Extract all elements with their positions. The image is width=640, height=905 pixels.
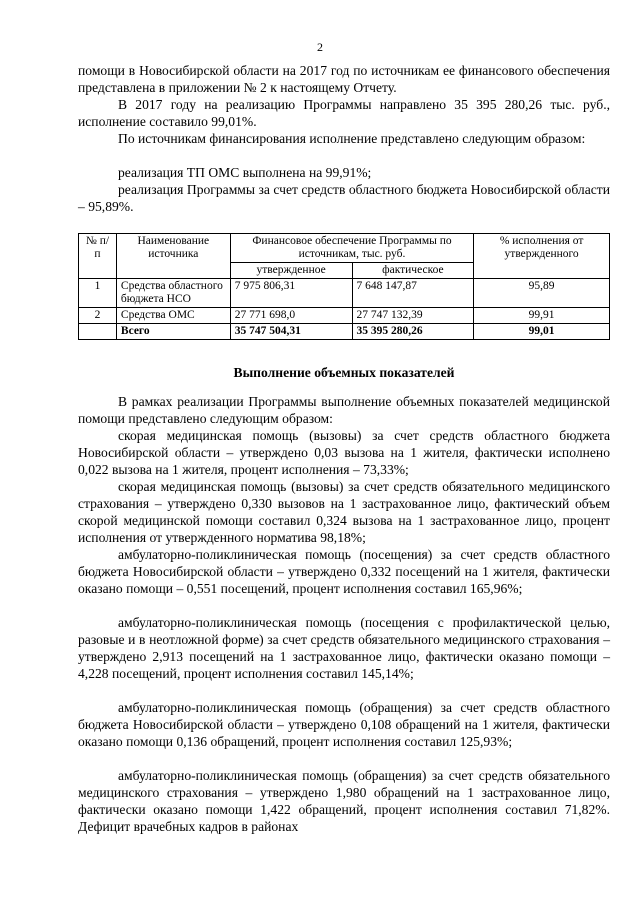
cell-total-name: Всего: [116, 324, 230, 340]
table-row: [79, 279, 610, 308]
header-financing: Финансовое обеспечение Программы по источникам, тыс. руб.: [230, 234, 474, 263]
cell-percent: 95,89: [474, 279, 610, 308]
cell-num-empty: [79, 324, 117, 340]
cell-actual: 7 648 147,87: [352, 279, 474, 308]
body-paragraph-6: амбулаторно-поликлиническая помощь (обращения) за счет средств областного бюджета Новосибирской области – утверждено 0,108 обращений на 1 жителя, фактически оказано помощи 0,136 обращений, процент исполнения составил 125,93%;: [78, 700, 610, 749]
cell-actual: 27 747 132,39: [352, 308, 474, 324]
header-num: № п/п: [79, 234, 117, 279]
body-paragraph-2: скорая медицинская помощь (вызовы) за счет средств областного бюджета Новосибирской области – утверждено 0,03 вызова на 1 жителя, фактически исполнено 0,022 вызова на 1 жителя, процент исполнения – 73,33%;: [78, 428, 610, 477]
body-paragraph-1: В рамках реализации Программы выполнение объемных показателей медицинской помощи представлено следующим образом:: [78, 394, 610, 426]
financing-table: [78, 233, 610, 340]
body-paragraph-7: амбулаторно-поликлиническая помощь (обращения) за счет средств обязательного медицинского страхования – утверждено 1,980 обращений на 1 застрахованное лицо, фактически оказано помощи 1,422 обращений, процент исполнения составил 71,82%. Дефицит врачебных кадров в районах: [78, 768, 610, 834]
cell-num: 2: [79, 308, 117, 324]
table-header-row: [79, 234, 610, 263]
intro-paragraph-3: По источникам финансирования исполнение представлено следующим образом:: [118, 131, 586, 146]
table-row: [79, 308, 610, 324]
intro-paragraph-1: помощи в Новосибирской области на 2017 год по источникам ее финансового обеспечения представлена в приложении № 2 к настоящему Отчету.: [78, 63, 610, 95]
section-title: Выполнение объемных показателей: [233, 365, 455, 380]
intro-paragraph-2: В 2017 году на реализацию Программы направлено 35 395 280,26 тыс. руб., исполнение составило 99,01%.: [78, 97, 610, 129]
cell-approved: 27 771 698,0: [230, 308, 352, 324]
table-total-row: [79, 324, 610, 340]
body-paragraph-4: амбулаторно-поликлиническая помощь (посещения) за счет средств областного бюджета Новосибирской области – утверждено 0,332 посещений на 1 жителя, фактически оказано помощи – 0,551 посещений, процент исполнения составил 165,96%;: [78, 547, 610, 596]
body-paragraph-5: амбулаторно-поликлиническая помощь (посещения с профилактической целью, разовые и в неотложной форме) за счет средств обязательного медицинского страхования – утверждено 2,913 посещений на 1 застрахованное лицо, фактически оказано помощи – 4,228 посещений, процент исполнения составил 145,14%;: [78, 615, 610, 681]
cell-num: 1: [79, 279, 117, 308]
cell-name: Средства ОМС: [116, 308, 230, 324]
cell-total-actual: 35 395 280,26: [352, 324, 474, 340]
header-percent: % исполнения от утвержденного: [474, 234, 610, 279]
body-paragraph-3: скорая медицинская помощь (вызовы) за счет средств обязательного медицинского страхования – утверждено 0,330 вызовов на 1 застрахованное лицо, фактический объем скорой медицинской помощи составил 0,324 вызова на 1 застрахованное лицо, процент исполнения от утвержденного норматива 98,18%;: [78, 479, 610, 545]
intro-paragraph-4: реализация ТП ОМС выполнена на 99,91%;: [118, 165, 372, 180]
page-number: 2: [317, 40, 323, 54]
cell-approved: 7 975 806,31: [230, 279, 352, 308]
cell-name: Средства областного бюджета НСО: [116, 279, 230, 308]
cell-percent: 99,91: [474, 308, 610, 324]
header-source-name: Наименование источника: [116, 234, 230, 279]
header-actual: фактическое: [352, 263, 474, 279]
cell-total-approved: 35 747 504,31: [230, 324, 352, 340]
cell-total-percent: 99,01: [474, 324, 610, 340]
header-approved: утвержденное: [230, 263, 352, 279]
intro-paragraph-5: реализация Программы за счет средств областного бюджета Новосибирской области – 95,89%.: [78, 182, 610, 214]
